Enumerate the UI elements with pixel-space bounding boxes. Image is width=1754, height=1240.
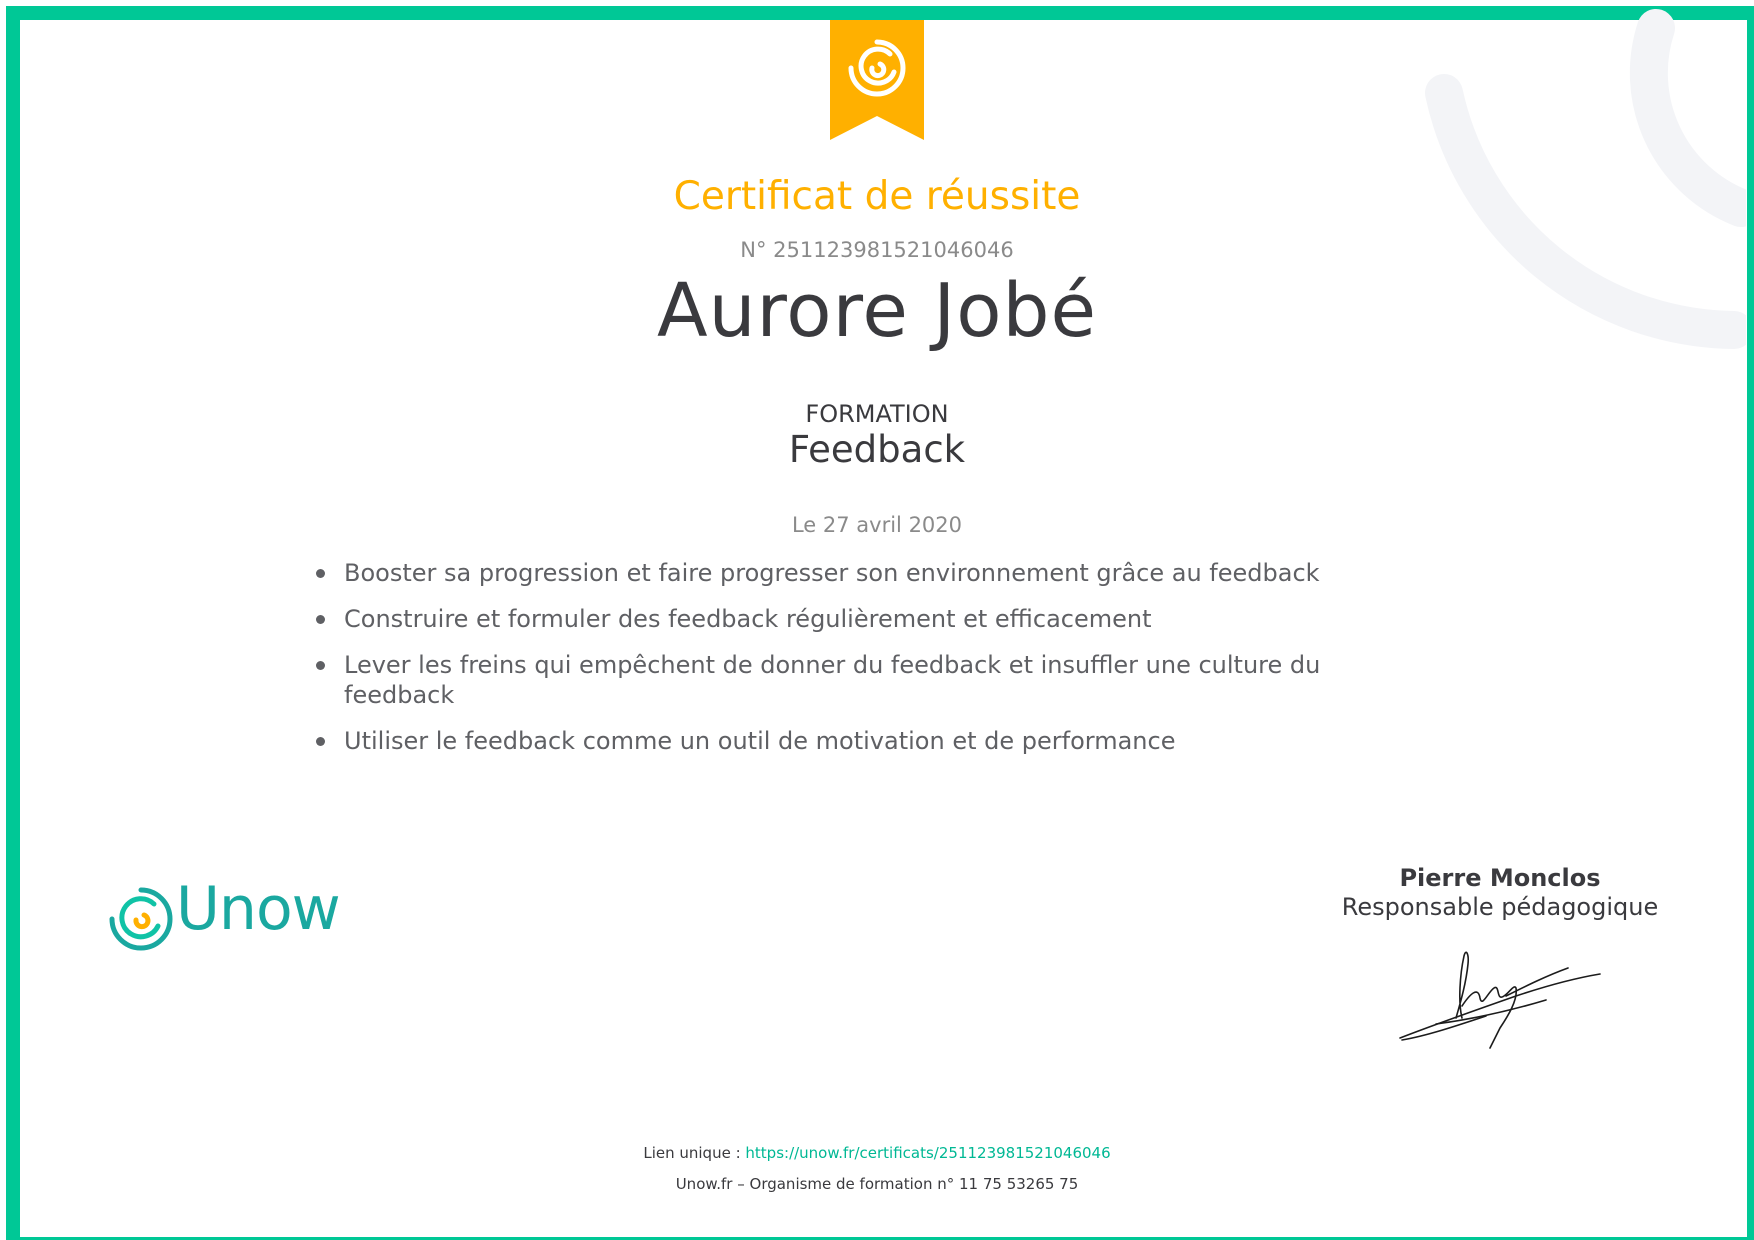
completion-date: Le 27 avril 2020 bbox=[791, 513, 963, 537]
certificate-title: Certificat de réussite bbox=[673, 174, 1081, 219]
course-title: Feedback bbox=[788, 428, 966, 471]
unow-swirl-icon bbox=[106, 884, 176, 954]
signer-name: Pierre Monclos bbox=[1399, 864, 1601, 892]
objective-text: Utiliser le feedback comme un outil de motivation et de performance bbox=[344, 727, 1176, 755]
list-item bbox=[312, 558, 1372, 588]
unow-logo bbox=[106, 874, 346, 960]
certificate-number: N° 251123981521046046 bbox=[740, 238, 1014, 262]
objectives-list bbox=[312, 558, 1372, 772]
list-item bbox=[312, 726, 1372, 756]
objective-text: Booster sa progression et faire progresser son environnement grâce au feedback bbox=[344, 559, 1320, 587]
link-label: Lien unique : bbox=[643, 1144, 746, 1162]
list-item bbox=[312, 604, 1372, 634]
watermark-arcs-icon bbox=[1286, 8, 1746, 448]
list-item bbox=[312, 650, 1372, 710]
bullet-icon bbox=[316, 615, 325, 624]
objective-text: Construire et formuler des feedback régulièrement et efficacement bbox=[344, 605, 1152, 633]
formation-label: FORMATION bbox=[805, 400, 949, 428]
organisation-info: Unow.fr – Organisme de formation n° 11 75 53265 75 bbox=[675, 1175, 1079, 1193]
bullet-icon bbox=[316, 569, 325, 578]
bullet-icon bbox=[316, 661, 325, 670]
objective-text: Lever les freins qui empêchent de donner du feedback et insuffler une culture du feedback bbox=[344, 651, 1321, 709]
certificate-link[interactable]: https://unow.fr/certificats/251123981521046046 bbox=[745, 1144, 1111, 1162]
handwritten-signature bbox=[1396, 944, 1602, 1050]
signer-role: Responsable pédagogique bbox=[1341, 893, 1659, 921]
bullet-icon bbox=[316, 737, 325, 746]
award-ribbon-icon bbox=[830, 20, 924, 140]
recipient-name: Aurore Jobé bbox=[656, 268, 1098, 354]
logo-wordmark: Unow bbox=[176, 874, 340, 944]
footer-link-line bbox=[0, 1144, 1754, 1162]
